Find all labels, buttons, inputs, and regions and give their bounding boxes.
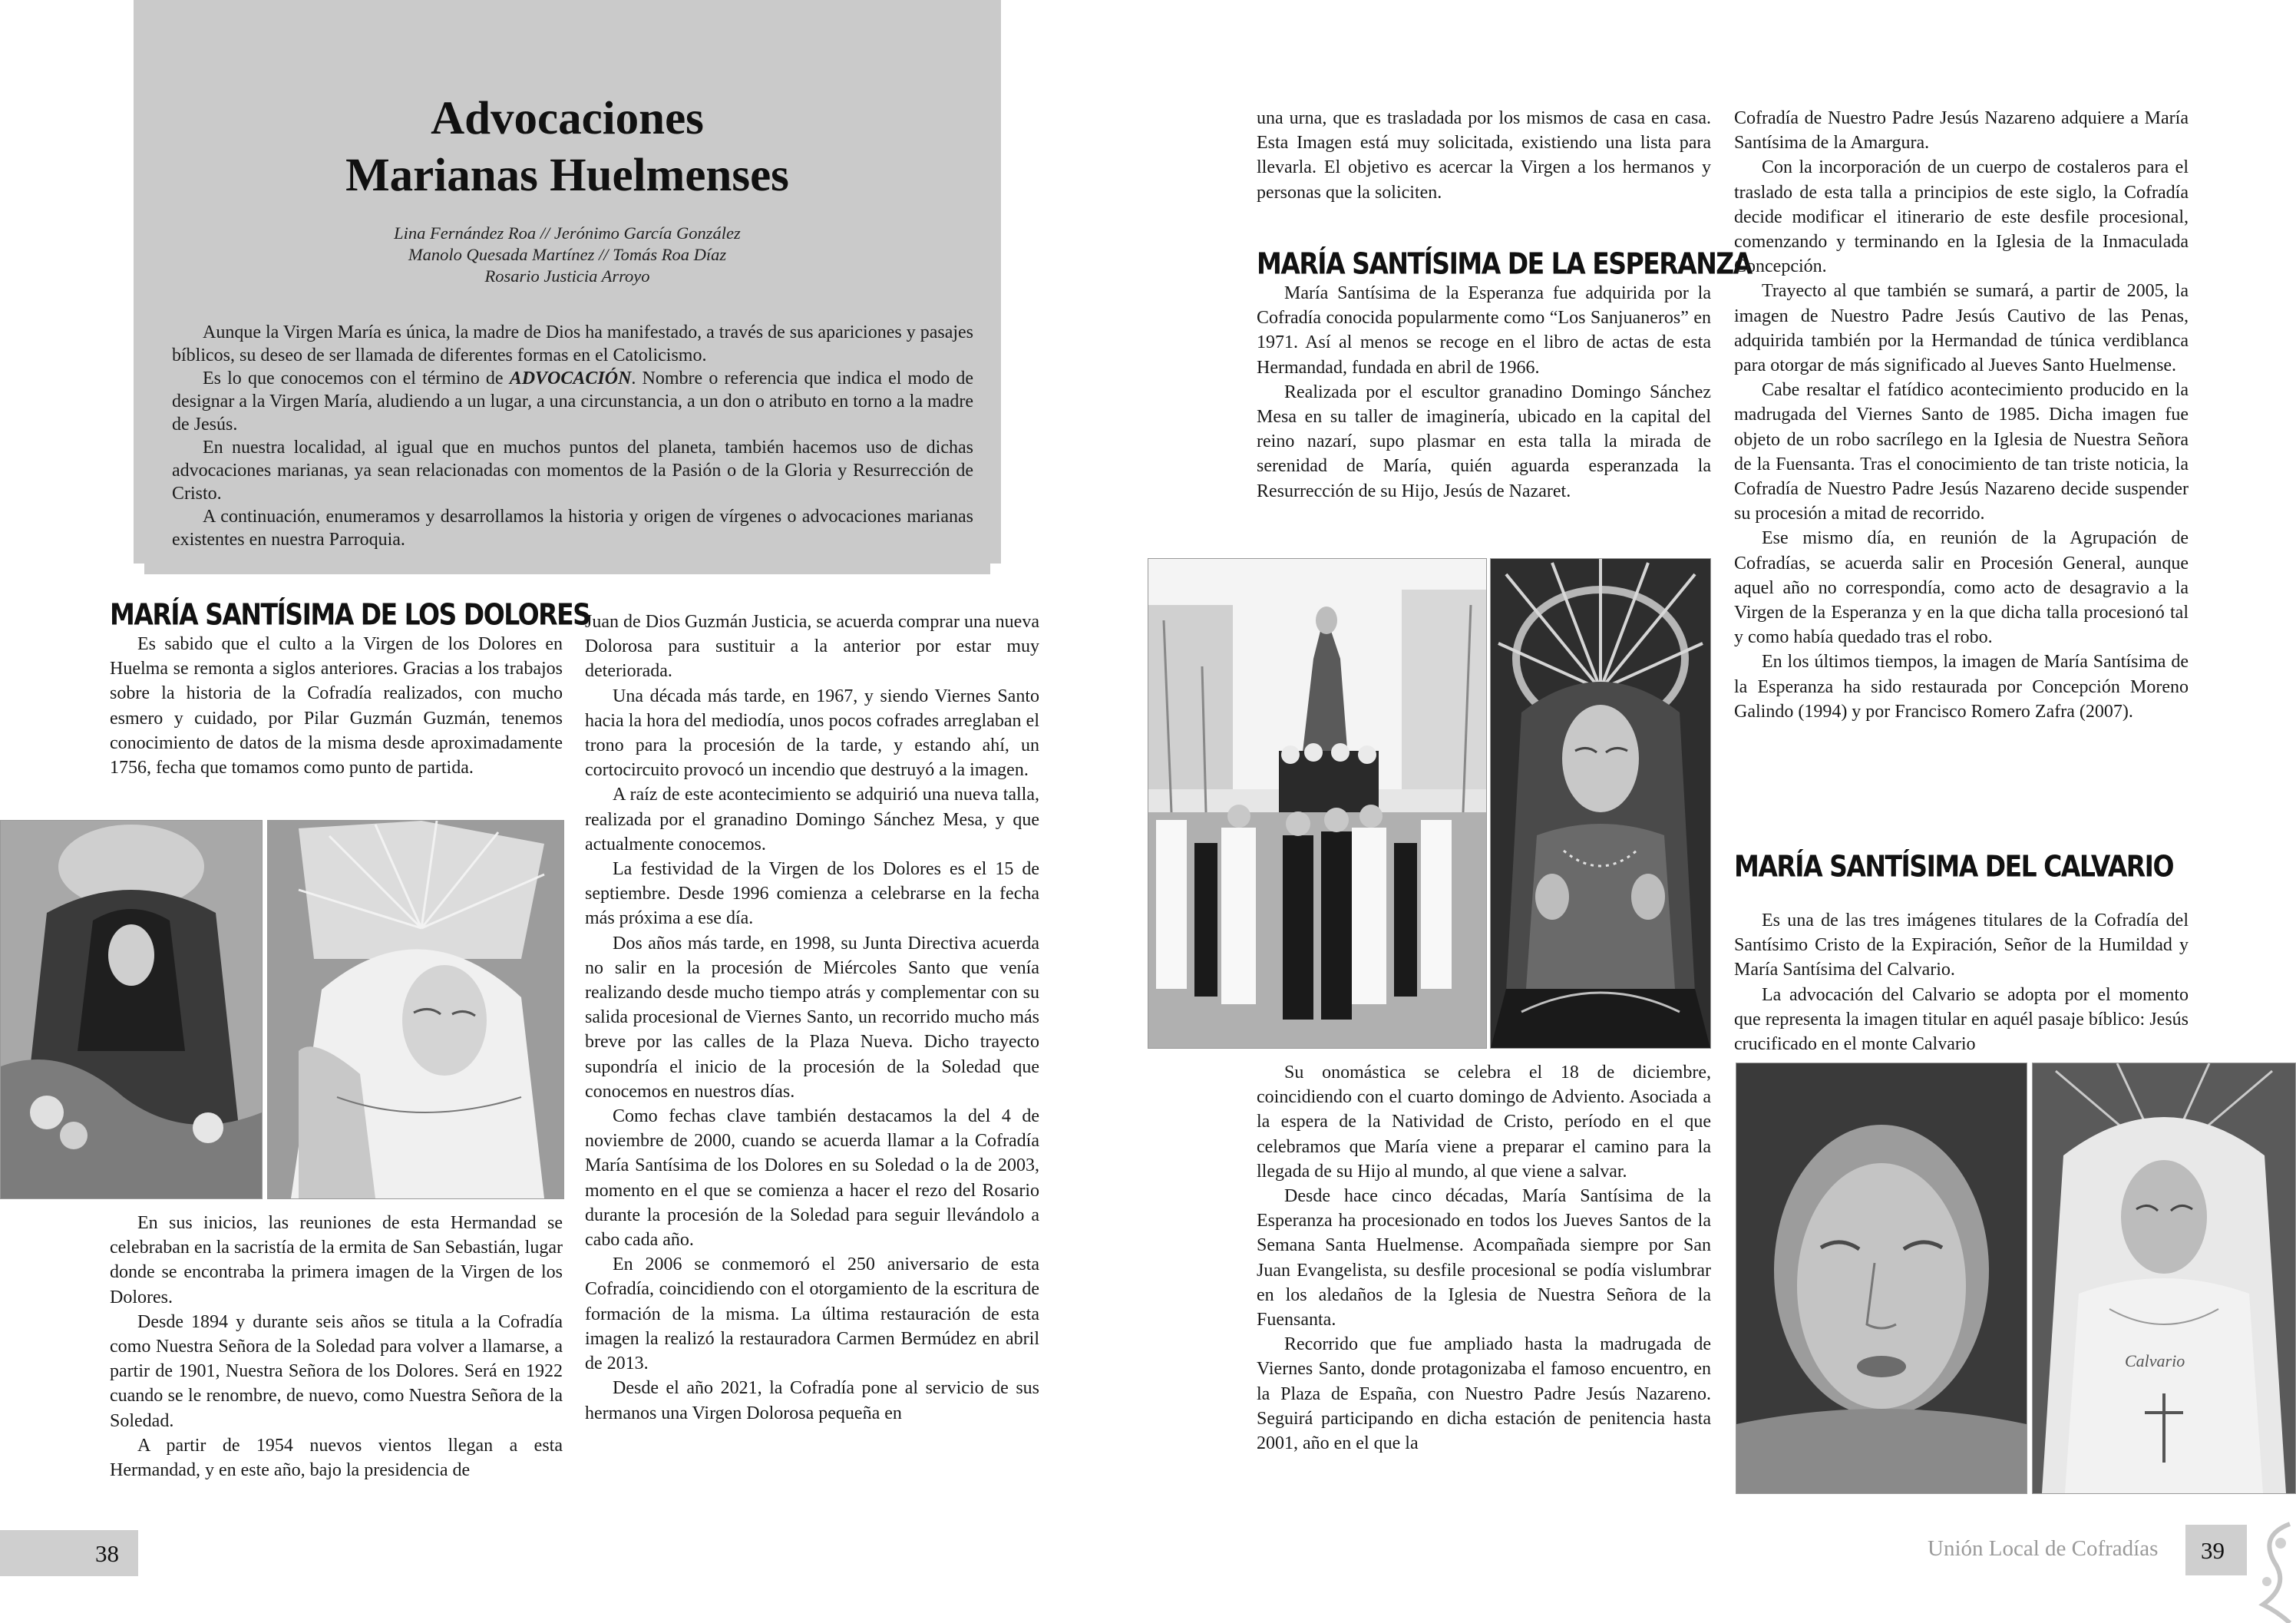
dolores-column-2 xyxy=(585,610,1039,1426)
intro-paragraph: A continuación, enumeramos y desarrollamos la historia y origen de vírgenes o advocaciones marianas existentes en nuestra Parroquia. xyxy=(172,507,973,550)
authors xyxy=(134,223,1001,287)
authors-line: Rosario Justicia Arroyo xyxy=(484,266,650,286)
article-title xyxy=(134,91,1001,204)
paragraph: Juan de Dios Guzmán Justicia, se acuerda comprar una nueva Dolorosa para sustituir a la anterior por estar muy deteriorada. xyxy=(585,612,1039,682)
decorative-ornament-icon xyxy=(2251,1520,2296,1623)
title-line-2: Marianas Huelmenses xyxy=(345,150,789,201)
box-corner-notch xyxy=(134,564,144,574)
section-heading-calvario: MARÍA SANTÍSIMA DEL CALVARIO xyxy=(1734,849,2173,884)
paragraph: A partir de 1954 nuevos vientos llegan a esta Hermandad, y en este año, bajo la presidencia de xyxy=(110,1435,563,1481)
section-heading-esperanza: MARÍA SANTÍSIMA DE LA ESPERANZA xyxy=(1257,246,1752,281)
esperanza-column-1 xyxy=(1257,106,1711,205)
page-number-box-left xyxy=(0,1530,138,1576)
title-line-1: Advocaciones xyxy=(431,93,704,144)
paragraph: Cabe resaltar el fatídico acontecimiento producido en la madrugada del Viernes Santo de 1985. Dicha imagen fue objeto de un robo sacrílego en la Iglesia de Nuestra Señora de la Fuensanta. Tras el conocimiento de tan triste noticia, la Cofradía de Nuestro Padre Jesús Nazareno decide suspender su procesión a mitad de recorrido. xyxy=(1734,380,2189,524)
advocacion-term: ADVOCACIÓN xyxy=(509,369,632,388)
paragraph: Una década más tarde, en 1967, y siendo Viernes Santo hacia la hora del mediodía, unos pocos cofrades arreglaban el trono para la procesión de la tarde, y estando ahí, un cortocircuito provocó un incendio que destruyó a la imagen. xyxy=(585,686,1039,781)
paragraph: En los últimos tiempos, la imagen de María Santísima de la Esperanza ha sido restaurada por Concepción Moreno Galindo (1994) y por Francisco Romero Zafra (2007). xyxy=(1734,652,2189,722)
paragraph: Desde hace cinco décadas, María Santísima de la Esperanza ha procesionado en todos los Jueves Santos de la Semana Santa Huelmense. Acompañada siempre por San Juan Evangelista, su desfile procesional se podía vislumbrar en los aledaños de la Iglesia de Nuestra Señora de la Fuensanta. xyxy=(1257,1186,1711,1330)
page-number-box-right xyxy=(2185,1525,2247,1575)
photo-esperanza-closeup-illustration xyxy=(1491,559,1710,1048)
paragraph: A raíz de este acontecimiento se adquirió una nueva talla, realizada por el granadino Domingo Sánchez Mesa, y que actualmente conocemos. xyxy=(585,785,1039,854)
box-corner-notch xyxy=(990,564,1001,574)
paragraph: Como fechas clave también destacamos la del 4 de noviembre de 2000, cuando se acuerda llamar a la Cofradía María Santísima de los Dolores en su Soledad o la de 2003, momento en el que se comienza a hacer el rezo del Rosario durante la procesión de la Soledad para seguir llevándolo a cabo cada año. xyxy=(585,1106,1039,1251)
photo-calvario-face-illustration xyxy=(1736,1063,2027,1493)
photo-dolores-processional xyxy=(0,820,263,1199)
page-number: 39 xyxy=(2201,1537,2225,1564)
paragraph: Ese mismo día, en reunión de la Agrupación de Cofradías, se acuerda salir en Procesión General, aunque aquel año no correspondía, como acto de desagravio a la Virgen de la Esperanza y en la que dicha talla procesionó tal y como había quedado tras el robo. xyxy=(1734,528,2189,648)
photo-esperanza-procession xyxy=(1148,558,1487,1049)
paragraph: Es sabido que el culto a la Virgen de los Dolores en Huelma se remonta a siglos anteriores. Gracias a los trabajos sobre la historia de la Cofradía realizados, con mucho esmero y cuidado, por Pilar Guzmán Guzmán, tenemos conocimiento de datos de la misma desde aproximadamente 1756, fecha que tomamos como punto de partida. xyxy=(110,634,563,778)
intro-paragraph: En nuestra localidad, al igual que en muchos puntos del planeta, también hacemos uso de dichas advocaciones marianas, ya sean relacionadas con momentos de la Pasión o de la Gloria y Resurrección de Cristo. xyxy=(172,438,973,504)
esperanza-column-2 xyxy=(1734,106,2189,724)
photo-dolores-closeup-illustration xyxy=(268,821,563,1198)
intro-paragraph xyxy=(172,367,973,436)
intro-paragraph: Aunque la Virgen María es única, la madre de Dios ha manifestado, a través de sus apariciones y pasajes bíblicos, su deseo de ser llamada de diferentes formas en el Catolicismo. xyxy=(172,322,974,365)
paragraph: Trayecto al que también se sumará, a partir de 2005, la imagen de Nuestro Padre Jesús Cautivo de las Penas, adquirida también por la Hermandad de túnica verdiblanca para otorgar de más significado al Jueves Santo Huelmense. xyxy=(1734,281,2189,376)
photo-calvario-face xyxy=(1736,1063,2027,1494)
photo-calvario-dressed xyxy=(2032,1063,2296,1494)
intro-text-span: . Nombre o referencia que indica el modo de designar a la Virgen María, aludiendo a un lugar, a una circunstancia, a un don o atributo en torno a la madre de Jesús. xyxy=(172,369,974,435)
paragraph: Desde el año 2021, la Cofradía pone al servicio de sus hermanos una Virgen Dolorosa pequeña en xyxy=(585,1378,1039,1423)
calvario-column xyxy=(1734,908,2189,1056)
photo-esperanza-procession-illustration xyxy=(1148,559,1486,1048)
dolores-column-1-top xyxy=(110,632,563,780)
photo-calvario-dressed-illustration xyxy=(2033,1063,2295,1493)
photo-dolores-closeup xyxy=(267,820,564,1199)
paragraph: Recorrido que fue ampliado hasta la madrugada de Viernes Santo, donde protagonizaba el famoso encuentro, en la Plaza de España, con Nuestro Padre Jesús Nazareno. Seguirá participando en dicha estación de penitencia hasta 2001, año en el que la xyxy=(1257,1334,1711,1454)
esperanza-column-1-bottom xyxy=(1257,1060,1711,1456)
authors-line: Manolo Quesada Martínez // Tomás Roa Díaz xyxy=(408,245,727,264)
photo-dolores-processional-illustration xyxy=(1,821,262,1198)
paragraph: Realizada por el escultor granadino Domingo Sánchez Mesa en su taller de imaginería, ubicado en la capital del reino nazarí, supo plasmar en esta talla la mirada de serenidad de María, quién aguarda esperanzada la Resurrección de su Hijo, Jesús de Nazaret. xyxy=(1257,382,1711,501)
mantle-inscription: Calvario xyxy=(2125,1351,2185,1370)
paragraph: Desde 1894 y durante seis años se titula a la Cofradía como Nuestra Señora de la Soledad para volver a llamarse, a partir de 1901, Nuestra Señora de los Dolores. Será en 1922 cuando se le renombre, de nuevo, como Nuestra Señora de la Soledad. xyxy=(110,1311,563,1431)
photo-esperanza-closeup xyxy=(1490,558,1711,1049)
authors-line: Lina Fernández Roa // Jerónimo García González xyxy=(394,223,741,243)
publication-name: Unión Local de Cofradías xyxy=(1928,1536,2159,1561)
right-page xyxy=(1148,0,2296,1623)
intro-box xyxy=(134,0,1001,574)
intro-text-span: Es lo que conocemos con el término de xyxy=(203,369,510,388)
paragraph: Su onomástica se celebra el 18 de diciembre, coincidiendo con el cuarto domingo de Adviento. Asociada a la espera de la Natividad de Cristo, período en el que celebramos que María viene a preparar el camino para la llegada de su Hijo al mundo, al que viene a salvar. xyxy=(1257,1063,1711,1182)
paragraph: La advocación del Calvario se adopta por el momento que representa la imagen titular en aquél pasaje bíblico: Jesús crucificado en el monte Calvario xyxy=(1734,984,2189,1055)
paragraph: María Santísima de la Esperanza fue adquirida por la Cofradía conocida popularmente como “Los Sanjuaneros” en 1971. Así al menos se recoge en el libro de actas de esta Hermandad, fundada en abril de 1966. xyxy=(1257,283,1711,378)
paragraph: En 2006 se conmemoró el 250 aniversario de esta Cofradía, coincidiendo con el otorgamiento de la escritura de formación de la misma. La última restauración de esta imagen la realizó la restauradora Carmen Bermúdez en abril de 2013. xyxy=(585,1254,1039,1374)
paragraph: Con la incorporación de un cuerpo de costaleros para el traslado de esta talla a principios de este siglo, la Cofradía decide modificar el itinerario de este desfile procesional, comenzando y terminando en la Iglesia de la Inmaculada Concepción. xyxy=(1734,157,2189,277)
paragraph: Es una de las tres imágenes titulares de la Cofradía del Santísimo Cristo de la Expiración, Señor de la Humildad y María Santísima del Calvario. xyxy=(1734,911,2189,980)
dolores-column-1-bottom xyxy=(110,1211,563,1483)
page-number: 38 xyxy=(95,1540,119,1567)
paragraph: En sus inicios, las reuniones de esta Hermandad se celebraban en la sacristía de la ermita de San Sebastián, lugar donde se encontraba la primera imagen de la Virgen de los Dolores. xyxy=(110,1213,563,1307)
paragraph: Dos años más tarde, en 1998, su Junta Directiva acuerda no salir en la procesión de Miércoles Santo que venía realizando desde mucho tiempo atrás y complementar con su salida procesional de Viernes Santo, un recorrido mucho más breve por las calles de la Plaza Nueva. Dicho trayecto supondría el inicio de la procesión de la Soledad que conocemos en nuestros días. xyxy=(585,933,1039,1102)
esperanza-column-1-mid xyxy=(1257,281,1711,504)
paragraph: La festividad de la Virgen de los Dolores es el 15 de septiembre. Desde 1996 comienza a celebrarse en la fecha más próxima a ese día. xyxy=(585,859,1039,929)
intro-text xyxy=(172,321,973,551)
paragraph: Cofradía de Nuestro Padre Jesús Nazareno adquiere a María Santísima de la Amargura. xyxy=(1734,108,2189,154)
paragraph: una urna, que es trasladada por los mismos de casa en casa. Esta Imagen está muy solicitada, existiendo una lista para llevarla. El objetivo es acercar la Virgen a los hermanos y personas que la soliciten. xyxy=(1257,108,1711,203)
section-heading-dolores: MARÍA SANTÍSIMA DE LOS DOLORES xyxy=(110,597,590,632)
